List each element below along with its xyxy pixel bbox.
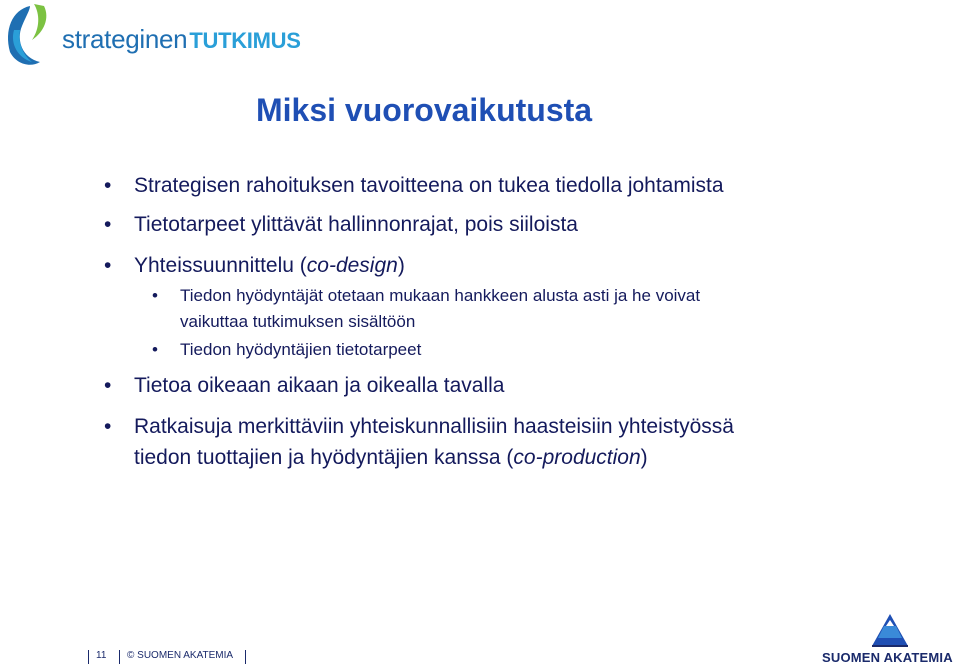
strateginen-tutkimus-logo (0, 0, 300, 80)
bullet-text: Strategisen rahoituksen tavoitteena on tukea tiedolla johtamista (134, 174, 724, 197)
bullet-text-part: ) (397, 254, 405, 277)
bullet-text: Ratkaisuja merkittäviin yhteiskunnallisiin haasteisiin yhteistyössä (134, 415, 734, 438)
footer-divider (245, 650, 246, 664)
bullet-text (134, 254, 405, 278)
sub-bullet-text: Tiedon hyödyntäjien tietotarpeet (180, 340, 422, 359)
logo-wordmark-tutkimus: TUTKIMUS (189, 28, 301, 53)
page-number: 11 (96, 650, 107, 661)
logo-wordmark-strateginen: strateginen (62, 24, 188, 54)
bullet-text-part: tiedon tuottajien ja hyödyntäjien kanssa ( (134, 446, 514, 469)
footer-divider (88, 650, 89, 664)
bullet-icon: • (104, 174, 112, 197)
bullet-icon: • (152, 286, 158, 305)
bullet-icon: • (104, 374, 112, 397)
bullet-text (134, 446, 648, 470)
sub-bullet-text: vaikuttaa tutkimuksen sisältöön (180, 312, 416, 331)
bullet-text: Tietotarpeet ylittävät hallinnonrajat, pois siiloista (134, 213, 578, 236)
bullet-icon: • (104, 254, 112, 277)
slide-title: Miksi vuorovaikutusta (256, 92, 593, 128)
bullet-text-italic: co-design (306, 254, 398, 277)
footer-divider (119, 650, 120, 664)
suomen-akatemia-wordmark: SUOMEN AKATEMIA (822, 650, 953, 665)
bullet-icon: • (152, 340, 158, 359)
bullet-text-part: Yhteissuunnittelu ( (134, 254, 307, 277)
bullet-icon: • (104, 213, 112, 236)
bullet-text-italic: co-production (513, 446, 641, 469)
bullet-text: Tietoa oikeaan aikaan ja oikealla tavalla (134, 374, 505, 397)
slide-footer (0, 638, 960, 670)
bullet-text-part: ) (640, 446, 648, 469)
bullet-icon: • (104, 415, 112, 438)
sub-bullet-text: Tiedon hyödyntäjät otetaan mukaan hankkeen alusta asti ja he voivat (180, 286, 701, 305)
logo-mark-icon (0, 0, 60, 70)
footer-copyright: © SUOMEN AKATEMIA (127, 650, 234, 661)
